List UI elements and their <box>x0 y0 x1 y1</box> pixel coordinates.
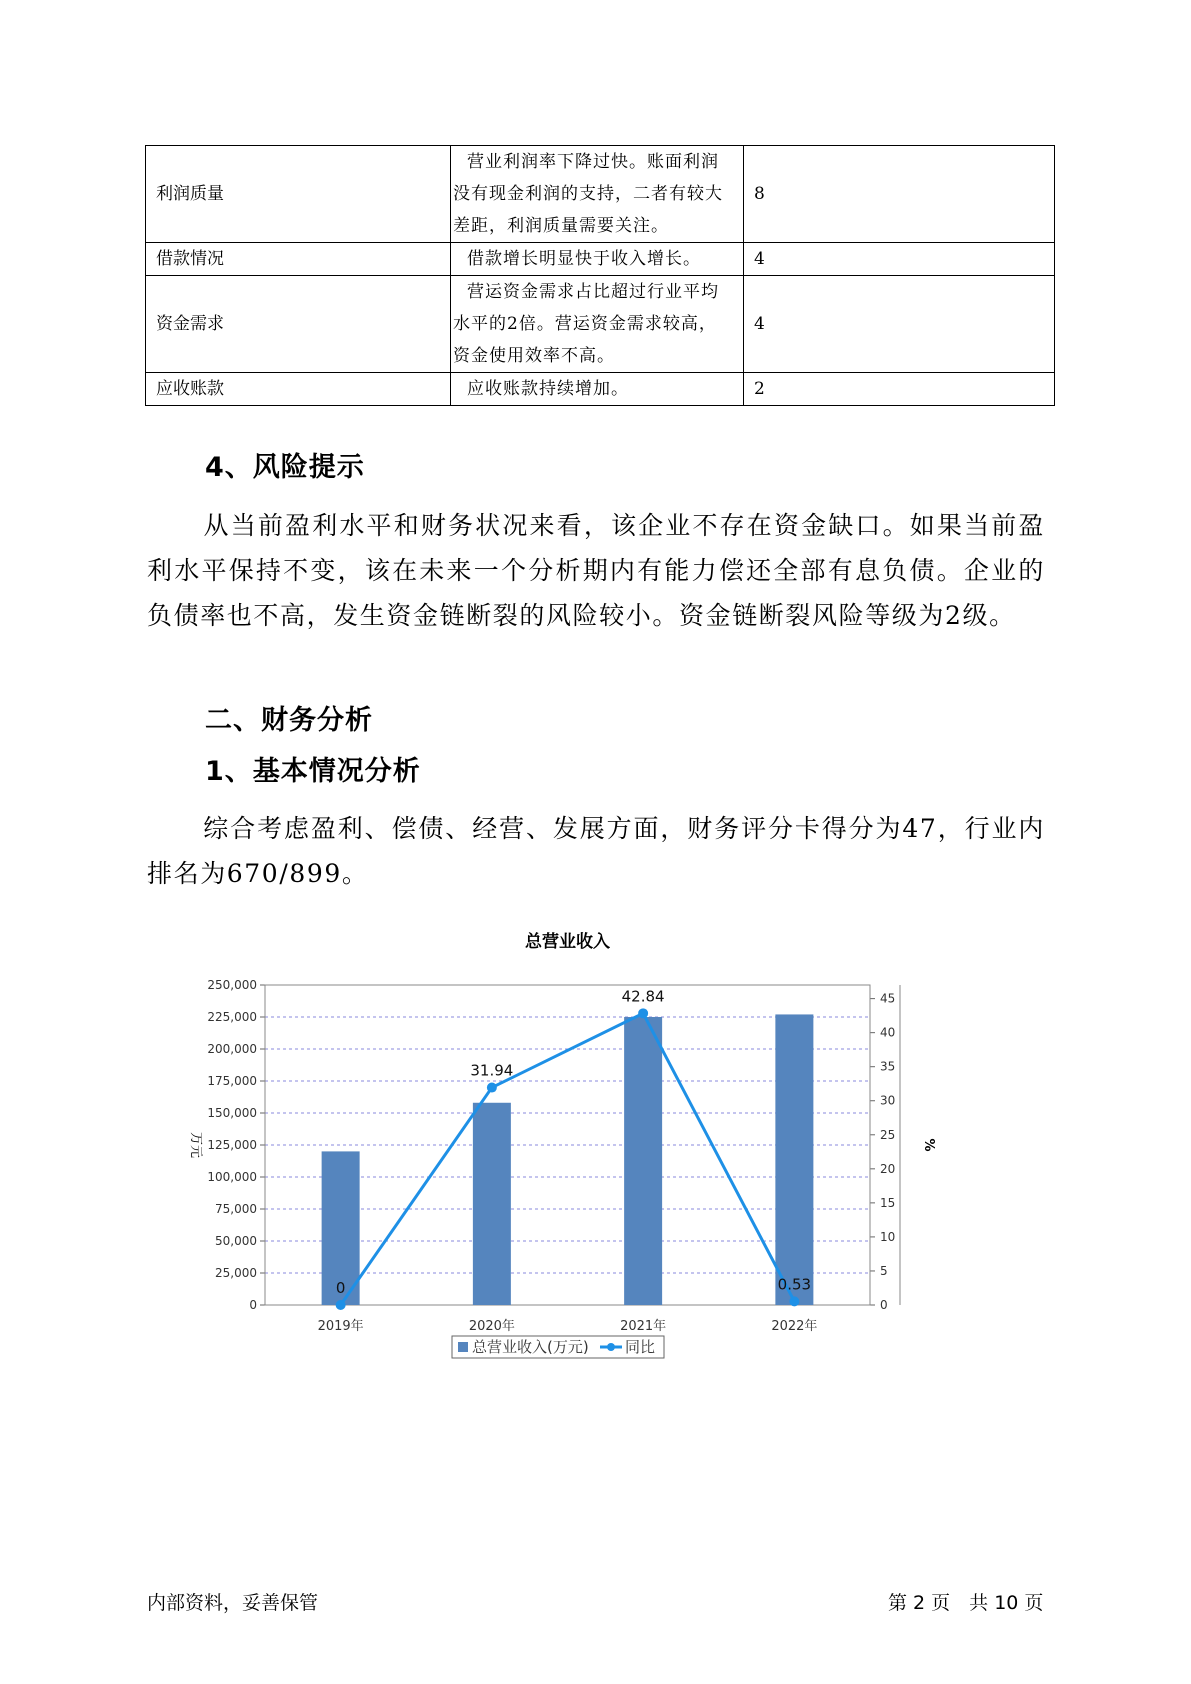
yoy-data-label: 0.53 <box>777 1275 812 1294</box>
footer-confidential: 内部资料，妥善保管 <box>147 1592 319 1614</box>
table-row <box>146 243 1055 276</box>
table-row <box>146 373 1055 406</box>
y2-tick-label: 0 <box>880 1298 888 1312</box>
description-line <box>453 210 741 242</box>
y-tick-label: 25,000 <box>215 1266 257 1280</box>
y-axis-label: 万元 <box>188 1131 203 1159</box>
y-tick-label: 200,000 <box>207 1042 257 1056</box>
y2-tick-label: 25 <box>880 1127 896 1142</box>
x-tick-label: 2021年 <box>620 1319 667 1334</box>
description-text: 差距，利润质量需要关注。 <box>453 216 669 236</box>
description-text: 借款增长明显快于收入增长。 <box>467 249 701 269</box>
description-line <box>453 178 741 210</box>
yoy-point <box>789 1296 799 1306</box>
description-text: 应收账款持续增加。 <box>467 379 629 399</box>
row-item: 应收账款 <box>146 373 451 406</box>
row-item: 资金需求 <box>146 276 451 373</box>
y2-tick-label: 40 <box>880 1025 896 1040</box>
y-tick-label: 125,000 <box>207 1138 257 1152</box>
table-row <box>146 276 1055 373</box>
description-line <box>453 243 741 275</box>
row-score: 2 <box>744 373 1055 406</box>
yoy-point <box>487 1083 497 1093</box>
y-tick-label: 175,000 <box>207 1074 257 1088</box>
row-item: 利润质量 <box>146 146 451 243</box>
description-text: 水平的2倍。营运资金需求较高， <box>453 314 717 334</box>
heading-basic-analysis: 1、基本情况分析 <box>205 756 421 787</box>
row-item: 借款情况 <box>146 243 451 276</box>
yoy-point <box>336 1300 346 1310</box>
description-text: 营业利润率下降过快。账面利润 <box>467 152 719 172</box>
basic-analysis-paragraph: 综合考虑盈利、偿债、经营、发展方面，财务评分卡得分为47，行业内排名为670/899。 <box>147 814 1045 888</box>
y-tick-label: 225,000 <box>207 1010 257 1024</box>
legend-bar-label: 总营业收入(万元) <box>472 1338 589 1356</box>
yoy-data-label: 31.94 <box>470 1061 514 1080</box>
y2-tick-label: 15 <box>880 1195 896 1210</box>
y-tick-label: 150,000 <box>207 1106 257 1120</box>
revenue-chart <box>180 925 1020 1385</box>
x-tick-label: 2022年 <box>771 1319 818 1334</box>
y-tick-label: 100,000 <box>207 1170 257 1184</box>
footer-page-number: 第 2 页 共 10 页 <box>888 1592 1044 1614</box>
row-score: 8 <box>744 146 1055 243</box>
x-tick-label: 2020年 <box>468 1319 515 1334</box>
description-text: 营运资金需求占比超过行业平均 <box>467 282 719 302</box>
description-text: 资金使用效率不高。 <box>453 346 615 366</box>
description-line <box>453 340 741 372</box>
row-description <box>451 373 744 406</box>
risk-paragraph: 从当前盈利水平和财务状况来看，该企业不存在资金缺口。如果当前盈利水平保持不变，该在未来一个分析期内有能力偿还全部有息负债。企业的负债率也不高，发生资金链断裂的风险较小。资金链断裂风险等级为2级。 <box>147 511 1045 630</box>
row-score: 4 <box>744 243 1055 276</box>
y2-tick-label: 10 <box>880 1229 896 1244</box>
bar <box>473 1103 511 1305</box>
y2-tick-label: 35 <box>880 1059 896 1074</box>
yoy-data-label: 42.84 <box>621 987 665 1006</box>
bar <box>775 1014 813 1305</box>
heading-risk: 4、风险提示 <box>205 452 365 483</box>
y2-tick-label: 5 <box>880 1263 888 1278</box>
legend-bar-swatch <box>458 1342 468 1352</box>
description-line <box>453 308 741 340</box>
y2-axis-label: % <box>921 1138 936 1152</box>
y2-tick-label: 45 <box>880 991 896 1006</box>
table-row <box>146 146 1055 243</box>
y-tick-label: 75,000 <box>215 1202 257 1216</box>
legend-line-marker <box>607 1343 615 1351</box>
legend-line-label: 同比 <box>625 1338 656 1356</box>
yoy-data-label: 0 <box>335 1279 346 1297</box>
yoy-point <box>638 1008 648 1018</box>
description-line <box>453 146 741 178</box>
y2-tick-label: 30 <box>880 1093 896 1108</box>
x-tick-label: 2019年 <box>317 1319 364 1334</box>
heading-financial-analysis: 二、财务分析 <box>205 705 373 736</box>
y2-tick-label: 20 <box>880 1161 896 1176</box>
row-description <box>451 243 744 276</box>
yoy-line <box>341 1013 795 1305</box>
row-description <box>451 146 744 243</box>
indicator-table <box>145 145 1055 406</box>
chart-title: 总营业收入 <box>525 932 610 952</box>
y-tick-label: 0 <box>249 1298 257 1312</box>
row-description <box>451 276 744 373</box>
description-line <box>453 276 741 308</box>
y-tick-label: 50,000 <box>215 1234 257 1248</box>
description-line <box>453 373 741 405</box>
row-score: 4 <box>744 276 1055 373</box>
y-tick-label: 250,000 <box>207 978 257 992</box>
description-text: 没有现金利润的支持，二者有较大 <box>453 184 723 204</box>
bar <box>624 1017 662 1305</box>
